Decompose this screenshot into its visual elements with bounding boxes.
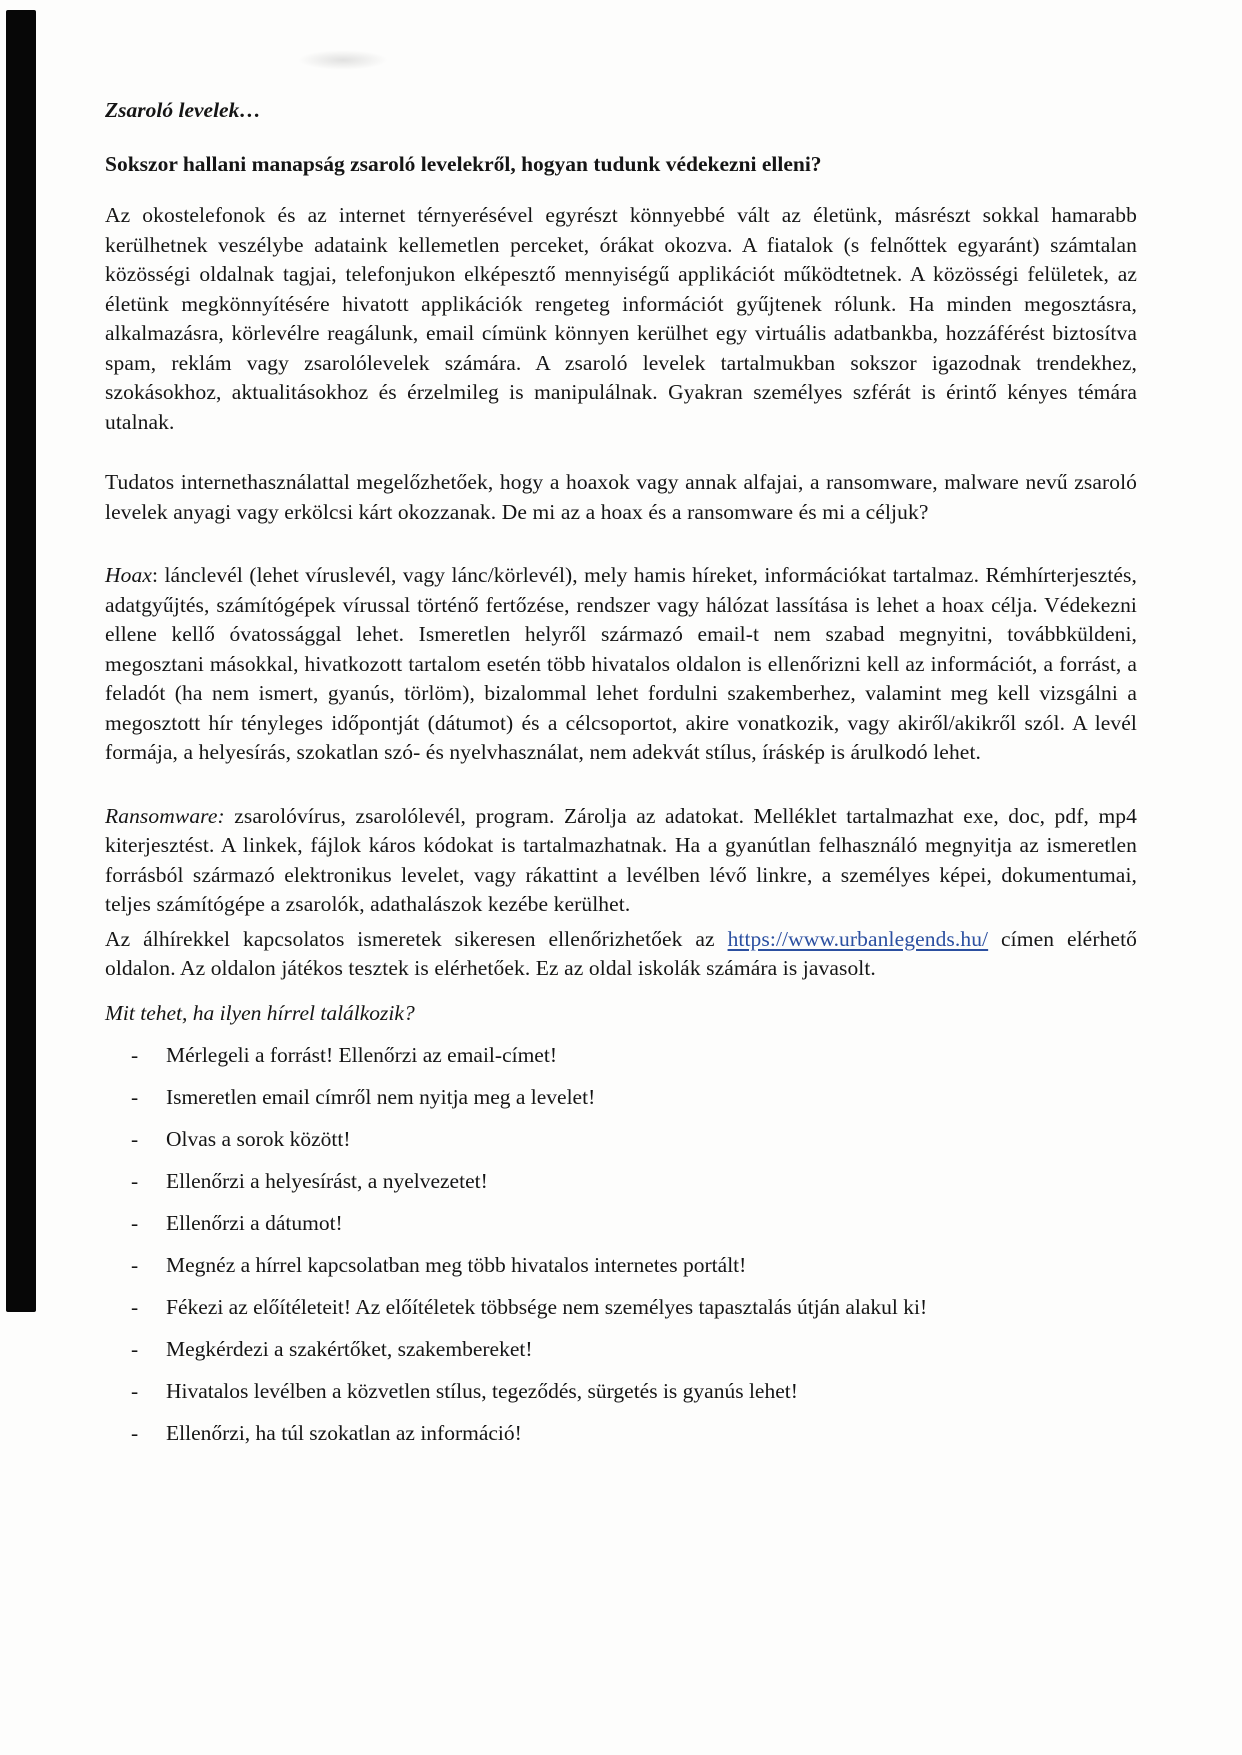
dash-marker: - — [131, 1211, 139, 1235]
list-item — [105, 1041, 1137, 1071]
paragraph-hoax-text: : lánclevél (lehet víruslevél, vagy lánc/körlevél), mely hamis híreket, információkat tartalmaz. Rémhírterjesztés, adatgyűjtés, számítógépek vírussal történő fertőzése, rendszer vagy hálózat lassítása is lehet a hoax célja. Védekezni ellene kellő óvatossággal lehet. Ismeretlen helyről származó email-t nem szabad megnyitni, továbbküldeni, megosztani másokkal, hivatkozott tartalom esetén több hivatalos oldalon is ellenőrizni kell az információt, a forrást, a feladót (ha nem ismert, gyanús, törlöm), bizalommal lehet fordulni szakemberhez, valamint meg kell vizsgálni a megosztott hír tényleges időpontját (dátumot) és a célcsoportot, akire vonatkozik, vagy akiről/akikről szól. A levél formája, a helyesírás, szokatlan szó- és nyelvhasználat, nem adekvát stílus, íráskép is árulkodó lehet. — [105, 563, 1137, 764]
paragraph-intro: Az okostelefonok és az internet térnyerésével egyrészt könnyebbé vált az életünk, másrészt sokkal hamarabb kerülhetnek veszélybe adataink kellemetlen perceket, órákat okozva. A fiatalok (s felnőttek egyaránt) számtalan közösségi oldalnak tagjai, telefonjukon elképesztő mennyiségű applikációt működtetnek. A közösségi felületek, az életünk megkönnyítésére hivatott applikációk rengeteg információt gyűjtenek rólunk. Ha minden megosztásra, alkalmazásra, körlevélre reagálunk, email címünk könnyen kerülhet egy virtuális adatbankba, hozzáférést biztosítva spam, reklám vagy zsarolólevelek számára. A zsaroló levelek tartalmukban sokszor igazodnak trendekhez, szokásokhoz, aktualitásokhoz és érzelmileg is manipulálnak. Gyakran személyes szférát is érintő kényes témára utalnak. — [105, 203, 1137, 434]
list-item-text: Megkérdezi a szakértőket, szakembereket! — [166, 1337, 533, 1361]
ransomware-term: Ransomware: — [105, 803, 225, 828]
list-item — [105, 1083, 1137, 1113]
list-item — [105, 1125, 1137, 1155]
scan-edge-artifact-bar — [6, 10, 36, 1312]
list-item-text: Ellenőrzi, ha túl szokatlan az információ! — [166, 1421, 522, 1445]
list-item — [105, 1335, 1137, 1365]
list-item-text: Ismeretlen email címről nem nyitja meg a levelet! — [166, 1085, 596, 1109]
list-item — [105, 1251, 1137, 1281]
list-item — [105, 1167, 1137, 1197]
dash-marker: - — [131, 1421, 139, 1445]
dash-marker: - — [131, 1169, 139, 1193]
list-item-text: Hivatalos levélben a közvetlen stílus, tegeződés, sürgetés is gyanús lehet! — [166, 1379, 798, 1403]
list-item-text: Megnéz a hírrel kapcsolatban meg több hivatalos internetes portált! — [166, 1253, 747, 1277]
dash-marker: - — [131, 1127, 139, 1151]
dash-marker: - — [131, 1295, 139, 1319]
list-item — [105, 1209, 1137, 1239]
dash-marker: - — [131, 1085, 139, 1109]
paragraph-urbanlegends-after: címen elérhető oldalon. Az oldalon játékos tesztek is elérhetőek. Ez az oldal iskolák számára is javasolt. — [105, 926, 1137, 980]
list-item-text: Ellenőrzi a dátumot! — [166, 1211, 343, 1235]
paragraph-ransomware-text: zsarolóvírus, zsarolólevél, program. Zárolja az adatokat. Melléklet tartalmazhat exe, doc, pdf, mp4 kiterjesztést. A linkek, fájlok káros kódokat is tartalmazhatnak. Ha a gyanútlan felhasználó megnyitja az ismeretlen forrásból származó elektronikus levelet, vagy rákattint a levélben lévő linkre, a személyes képei, dokumentumai, teljes számítógépe a zsarolók, adathalászok kezébe kerülhet. — [105, 803, 1137, 916]
paragraph-urbanlegends — [105, 925, 1137, 984]
dash-marker: - — [131, 1253, 139, 1277]
document-heading: Sokszor hallani manapság zsaroló levelekről, hogyan tudunk védekezni elleni? — [105, 152, 822, 176]
list-item — [105, 1419, 1137, 1449]
list-item-text: Olvas a sorok között! — [166, 1127, 351, 1151]
list-item-text: Mérlegeli a forrást! Ellenőrzi az email-címet! — [166, 1043, 557, 1067]
paragraph-hoax — [105, 561, 1137, 768]
question-heading: Mit tehet, ha ilyen hírrel találkozik? — [105, 1000, 415, 1025]
list-item-text: Ellenőrzi a helyesírást, a nyelvezetet! — [166, 1169, 488, 1193]
hoax-term: Hoax — [105, 563, 152, 587]
paragraph-ransomware — [105, 802, 1137, 920]
dash-marker: - — [131, 1043, 139, 1067]
document-content — [105, 0, 1137, 1461]
document-title: Zsaroló levelek… — [105, 98, 261, 122]
dash-marker: - — [131, 1379, 139, 1403]
dash-marker: - — [131, 1337, 139, 1361]
paragraph-awareness: Tudatos internethasználattal megelőzhetőek, hogy a hoaxok vagy annak alfajai, a ransomware, malware nevű zsaroló levelek anyagi vagy erkölcsi kárt okozzanak. De mi az a hoax és a ransomware és mi a céljuk? — [105, 470, 1137, 524]
advice-checklist — [105, 1041, 1137, 1449]
list-item — [105, 1293, 1137, 1323]
list-item-text: Fékezi az előítéleteit! Az előítéletek többsége nem személyes tapasztalás útján alakul ki! — [166, 1295, 928, 1319]
list-item — [105, 1377, 1137, 1407]
urbanlegends-link[interactable]: https://www.urbanlegends.hu/ — [727, 926, 989, 951]
paragraph-urbanlegends-before: Az álhírekkel kapcsolatos ismeretek sikeresen ellenőrizhetőek az — [105, 926, 728, 951]
